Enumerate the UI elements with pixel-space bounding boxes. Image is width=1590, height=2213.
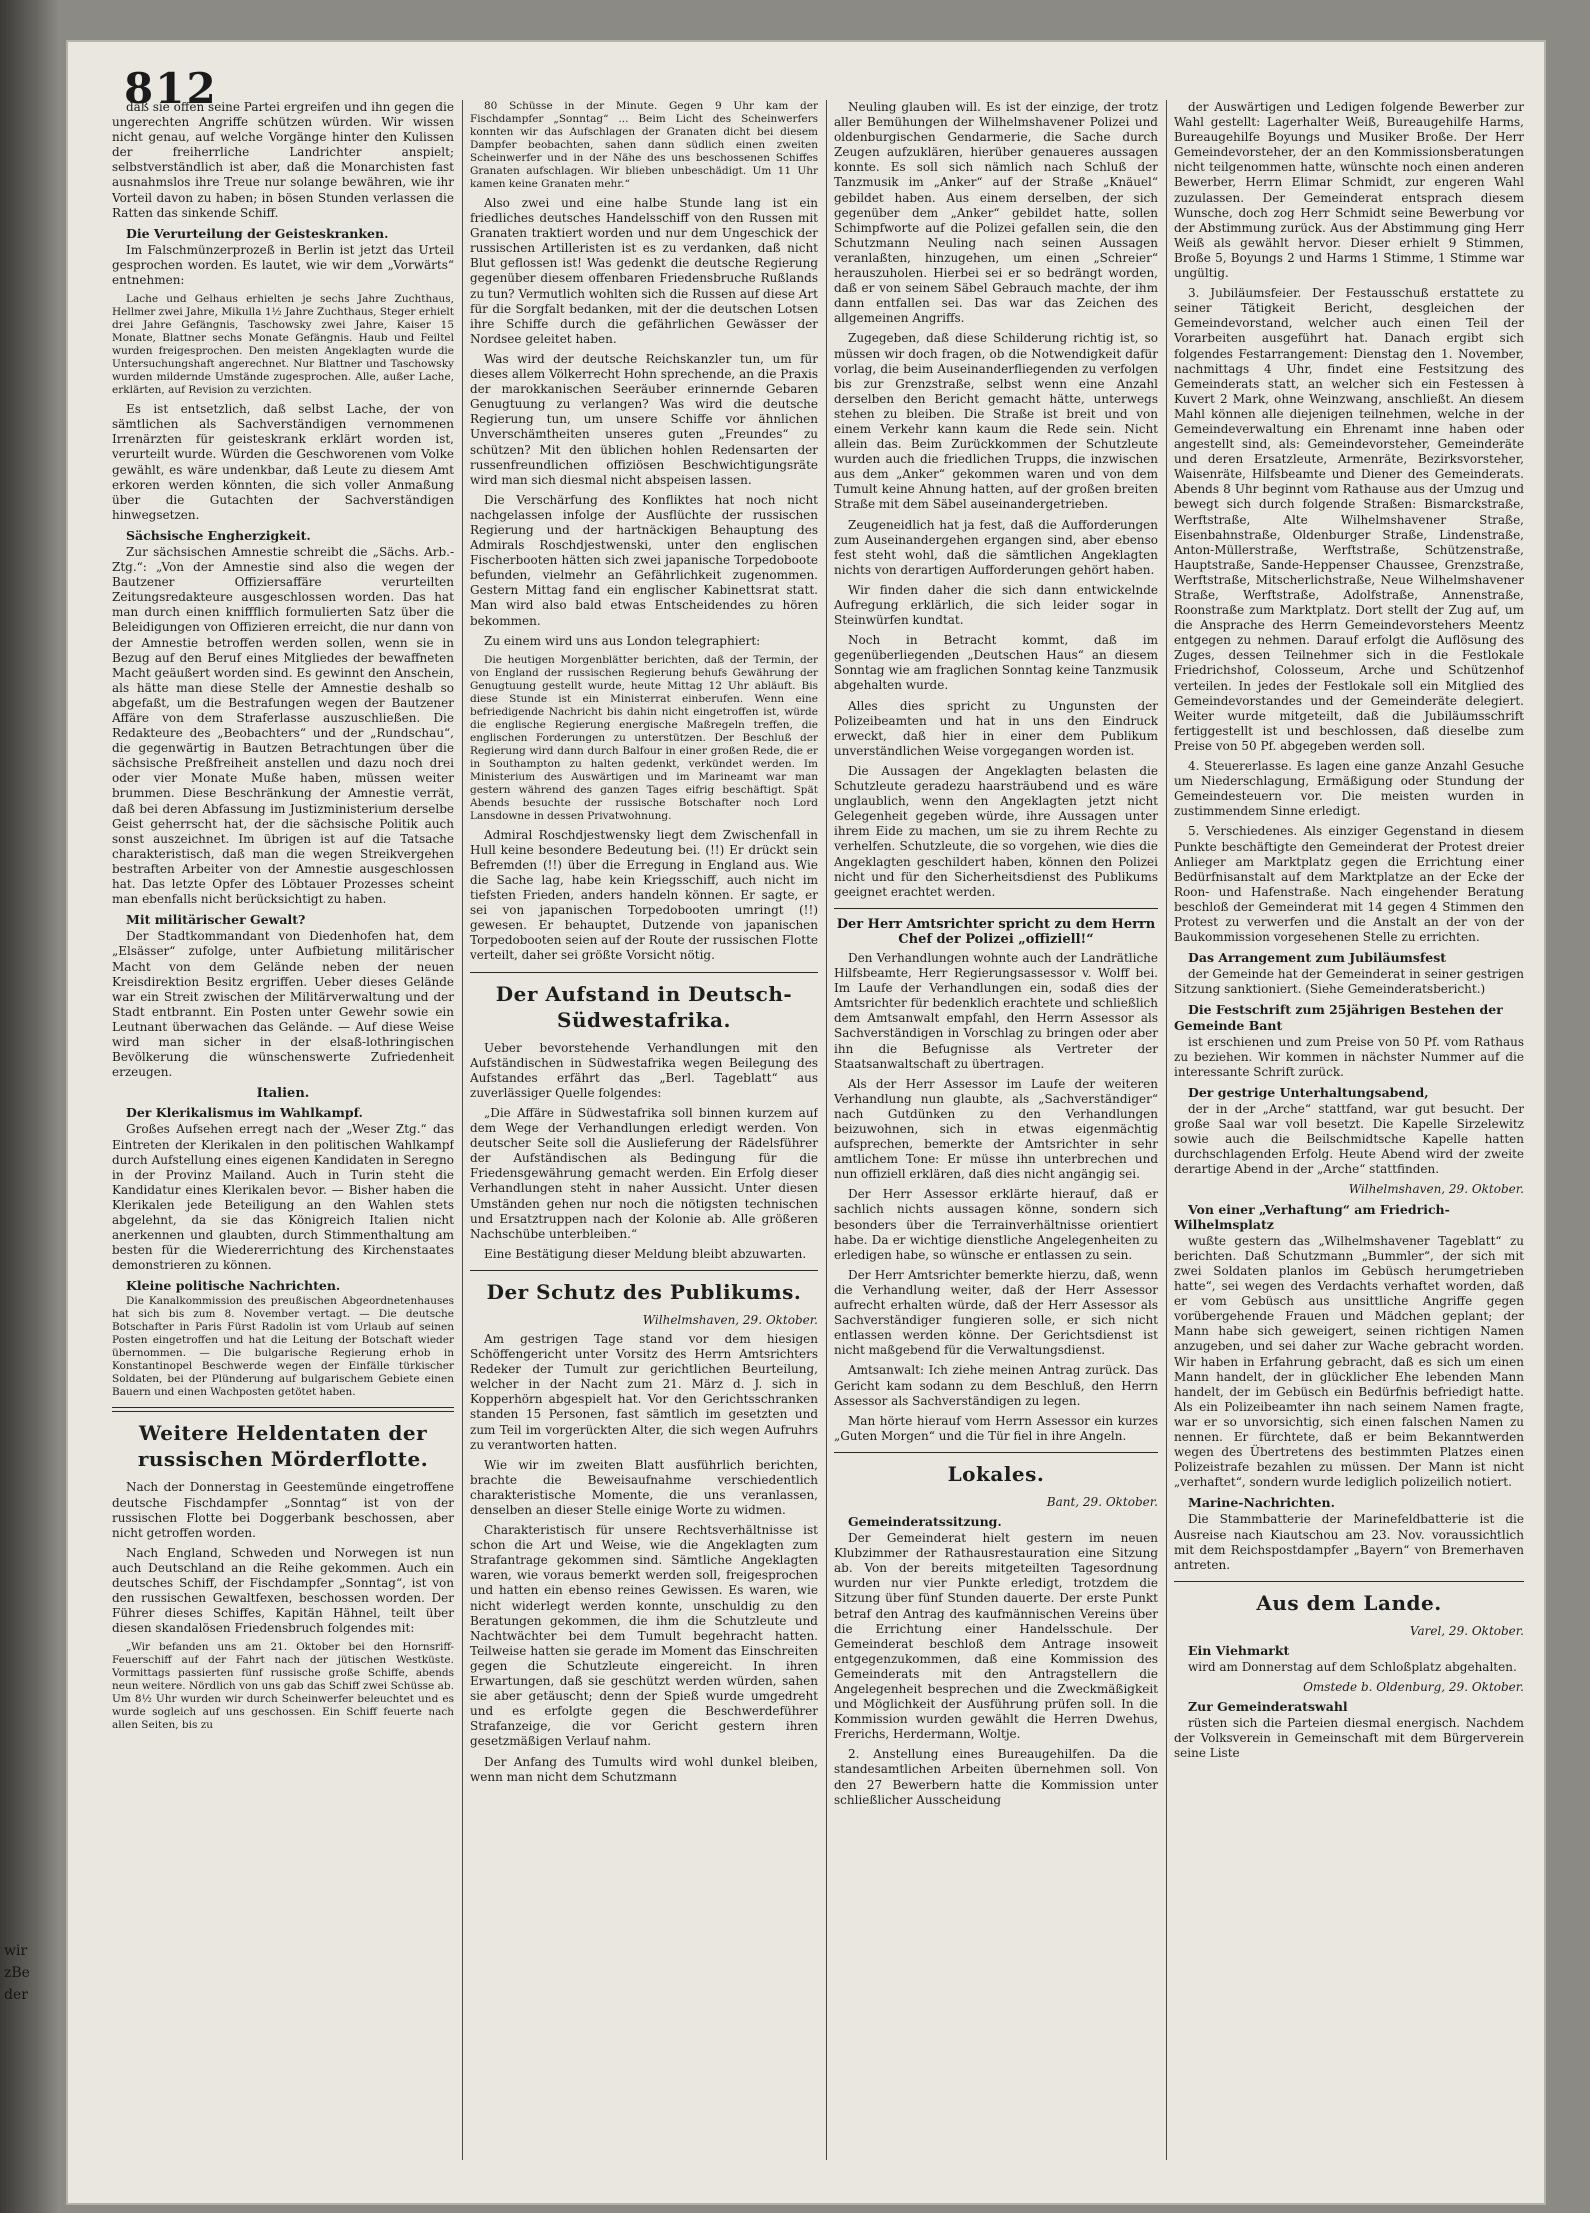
- paragraph: 3. Jubiläumsfeier. Der Festausschuß erstattete zu seiner Tätigkeit Bericht, desgleichen der Gemeindevorstand, welcher auch einen Teil der Vorarbeiten ausgeführt hat. Danach ergibt sich folgendes Festarrangement: Dienstag den 1. November, nachmittags 4 Uhr, findet eine Festsitzung des Gemeinderats statt, an welcher sich ein Festessen à Kuvert 2 Mark, ohne Weinzwang, anschließt. An diesem Mahl können alle diejenigen teilnehmen, welche in der Gemeindeverwaltung ein Ehrenamt inne haben oder angestellt sind, als: Gemeindevorsteher, Gemeinderäte und deren Ersatzleute, Armenräte, Bezirksvorsteher, Waisenräte, Hilfsbeamte und Diener des Gemeinderats. Abends 8 Uhr beginnt vom Rathause aus der Umzug und bewegt sich durch folgende Straßen: Bismarckstraße, Werftstraße, Alte Wilhelmshavener Straße, Eisenbahnstraße, Oldenburger Straße, Lindenstraße, Anton-Müllerstraße, Werftstraße, Schützenstraße, Hauptstraße, Sande-Heppenser Chaussee, Grenzstraße, Werftstraße, Mitscherlichstraße, Neue Wilhelmshavener Straße, Werftstraße, Adolfstraße, Annenstraße, Roonstraße zum Marktplatz. Dort stellt der Zug auf, um die Ansprache des Herrn Gemeindevorstehers Meentz entgegen zu nehmen. Darauf erfolgt die Auflösung des Zuges, dessen Teilnehmer sich in die Festlokale Friedrichshof, Colosseum, Arche und Schützenhof verteilen. In jedes der Festlokale soll ein Mitglied des Gemeindevorstandes und der Gemeinderäte delegiert. Weiter wurde mitgeteilt, daß die Jubiläumsschrift fertiggestellt ist und beschlossen, daß dieselbe zum Preise von 50 Pf. abgegeben werden soll.: [1174, 286, 1524, 753]
- paragraph: Der Herr Assessor erklärte hierauf, daß er sachlich nichts aussagen könne, sondern sich besonders über die Terrainverhältnisse orientiert habe. Da er wichtige dienstliche Angelegenheiten zu erledigen habe, so wünsche er entlassen zu sein.: [834, 1187, 1158, 1262]
- paragraph: Noch in Betracht kommt, daß im gegenüberliegenden „Deutschen Haus“ an diesem Sonntag wie am fraglichen Sonntag keine Tanzmusik abgehalten wurde.: [834, 633, 1158, 693]
- quote-paragraph: „Wir befanden uns am 21. Oktober bei den Hornsriff-Feuerschiff auf der Fahrt nach der jütischen Westküste. Vormittags passierten fünf russische große Schiffe, abends neun weitere. Nördlich von uns gab das Schiff zwei Schüsse ab. Um 8½ Uhr wurden wir durch Scheinwerfer beleuchtet und es wurde sogleich auf uns geschossen. Ein Schiff feuerte nach allen Seiten, bis zu: [112, 1641, 454, 1732]
- headline-engherzigkeit: Sächsische Engherzigkeit.: [126, 527, 311, 543]
- paragraph: Der Stadtkommandant von Diedenhofen hat, dem „Elsässer“ zufolge, unter Aufbietung militärischer Macht von dem Gelände neben der neuen Kreisdirektion Besitz ergriffen. Ueber dieses Gelände war ein Streit zwischen der Militärverwaltung und der Stadt entbrannt. Ein Posten unter Gewehr sowie ein Leutnant überwachen das Gelände. — Auf diese Weise wird man sicher in der elsaß-lothringischen Bevölkerung die wünschenswerte Zufriedenheit erzeugen.: [112, 929, 454, 1080]
- paragraph: daß sie offen seine Partei ergreifen und ihn gegen die ungerechten Angriffe schützen würden. Wir wissen nicht genau, auf welche Vorgänge hinter den Kulissen der freiherrliche Landrichter anspielt; selbstverständlich ist aber, daß die Monarchisten fast ausnahmslos ihre Treue nur solange bewähren, wie ihr Vorteil davon zu haben; in bösen Stunden verlassen die Ratten das sinkende Schiff.: [112, 100, 454, 220]
- headline-gemeinderatssitzung: Gemeinderatssitzung.: [848, 1513, 1002, 1529]
- column-rule: [826, 100, 827, 2160]
- headline-arrangement: Das Arrangement zum Jubiläumsfest: [1188, 950, 1447, 966]
- headline-unterhaltungsabend: Der gestrige Unterhaltungsabend,: [1188, 1084, 1429, 1100]
- paragraph: Zugegeben, daß diese Schilderung richtig ist, so müssen wir doch fragen, ob die Notwendigkeit dafür vorlag, die beim Auseinanderfliegenden zu verfolgen bis zur Grenzstraße, selbst wenn eine Anzahl derselben den Bericht gemacht hätte, unterwegs stehen zu bleiben. Die Straße ist breit und von einem Verkehr kann kaum die Rede sein. Nicht allein das. Beim Zurückkommen der Schutzleute wurden auch die friedlichen Trupps, die inzwischen aus dem „Anker“ gekommen waren und von dem Tumult keine Ahnung hatten, auf der großen breiten Straße mit dem Säbel auseinandergetrieben.: [834, 331, 1158, 512]
- headline-südwestafrika: Der Aufstand in Deutsch-Südwestafrika.: [495, 981, 793, 1032]
- paragraph: Die Verschärfung des Konfliktes hat noch nicht nachgelassen infolge der Ausflüchte der russischen Regierung und der hartnäckigen Behauptung des Admirals Roschdjestwenski, unter den englischen Fischerbooten hätten sich zwei japanische Torpedoboote befunden, vielmehr an Gefährlichkeit zugenommen. Gestern Mittag fand ein englischer Kabinettsrat statt. Man wird also bald etwas Entscheidendes zu hören bekommen.: [470, 492, 818, 628]
- paragraph: rüsten sich die Parteien diesmal energisch. Nachdem der Volksverein in Gemeinschaft mit dem Bürgerverein seine Liste: [1174, 1716, 1524, 1761]
- quote-paragraph: Lache und Gelhaus erhielten je sechs Jahre Zuchthaus, Hellmer zwei Jahre, Mikulla 1½ Jahre Zuchthaus, Steger erhielt drei Jahre Gefängnis, Taschowsky zwei Jahre, Kaiser 15 Monate, Blattner sechs Monate Gefängnis. Haub und Feiltel wurden freigesprochen. Den meisten Angeklagten wurde die Untersuchungshaft angerechnet. Nur Blattner und Taschowsky wurden mildernde Umstände zugesprochen. Alle, außer Lache, erklärten, auf Revision zu verzichten.: [112, 293, 454, 397]
- dateline: Omstede b. Oldenburg, 29. Oktober.: [1303, 1680, 1524, 1695]
- paragraph: Im Falschmünzerprozeß in Berlin ist jetzt das Urteil gesprochen worden. Es lautet, wie wir dem „Vorwärts“ entnehmen:: [112, 242, 454, 288]
- divider: [470, 1270, 818, 1271]
- paragraph: Eine Bestätigung dieser Meldung bleibt abzuwarten.: [484, 1246, 807, 1261]
- column-4: [1174, 100, 1524, 2190]
- headline-schutz-publikums: Der Schutz des Publikums.: [486, 1279, 802, 1304]
- headline-geisteskranken: Die Verurteilung der Geisteskranken.: [126, 225, 389, 241]
- paragraph: Der Anfang des Tumults wird wohl dunkel bleiben, wenn man nicht dem Schutzmann: [470, 1754, 818, 1784]
- paragraph: Wir finden daher die sich dann entwickelnde Aufregung erklärlich, die sich leider sogar in Steinwürfen kundtat.: [834, 582, 1158, 628]
- paragraph: Wie wir im zweiten Blatt ausführlich berichten, brachte die Beweisaufnahme verschiedentlich charakteristische Momente, die uns veranlassen, denselben an dieser Stelle einige Worte zu widmen.: [470, 1457, 818, 1517]
- headline-viehmarkt: Ein Viehmarkt: [1188, 1642, 1290, 1658]
- headline-verhaftung: Von einer „Verhaftung“ am Friedrich-Wilhelmsplatz: [1174, 1201, 1450, 1232]
- paragraph: der in der „Arche“ stattfand, war gut besucht. Der große Saal war voll besetzt. Die Kapelle Sirzelewitz sowie auch die Beilschmidtsche Kapelle hatten durchschlagenden Erfolg. Heute Abend wird der zweite derartige Abend in der „Arche“ stattfinden.: [1174, 1102, 1524, 1177]
- headline-mörderflotte: Weitere Heldentaten der russischen Mörderflotte.: [137, 1421, 429, 1472]
- divider: [112, 1407, 454, 1412]
- headline-kleine-nachrichten: Kleine politische Nachrichten.: [126, 1278, 341, 1294]
- paragraph: Neuling glauben will. Es ist der einzige, der trotz aller Bemühungen der Wilhelmshavener Polizei und oldenburgischen Gendarmerie, die Sache durch Zeugen aufzuklären, hierüber genaueres aussagen konnte. Es soll sich nämlich nach Schluß der Tanzmusik im „Anker“ auf der Straße „Knäuel“ gebildet haben. Aus einem derselben, der sich gegenüber dem „Anker“ gebildet hatte, sollen Schimpfworte auf die Polizei gefallen sein, die den Schutzmann Neuling nach seinen Aussagen veranlaßten, hinzugehen, um einen „Schreier“ herauszuholen. Hierbei sei er so bedrängt worden, daß er von seinem Säbel Gebrauch machte, der ihm dann entfallen sei. Das war das Zeichen des allgemeinen Angriffs.: [834, 100, 1158, 326]
- headline-klerikalismus: Der Klerikalismus im Wahlkampf.: [126, 1105, 363, 1121]
- headline-gewalt: Mit militärischer Gewalt?: [126, 912, 306, 928]
- paragraph: Der Gemeinderat hielt gestern im neuen Klubzimmer der Rathausrestauration eine Sitzung ab. Von der bereits mitgeteilten Tagesordnung wurden nur vier Punkte erledigt, trotzdem die Sitzung über fünf Stunden dauerte. Der erste Punkt betraf den Antrag des kaufmännischen Vereins über die Errichtung einer Handelsschule. Der Gemeinderat beschloß dem Antrage insoweit entgegenzukommen, daß eine Kommission des Gemeinderats mit den Antragstellern die Angelegenheit besprechen und die Zweckmäßigkeit und Möglichkeit der Ausführung prüfen soll. In die Kommission wurden gewählt die Herren Dwehus, Frerichs, Herdermann, Woltje.: [834, 1531, 1158, 1742]
- column-3: [834, 100, 1158, 2190]
- section-italien: Italien.: [256, 1086, 310, 1102]
- paragraph: Man hörte hierauf vom Herrn Assessor ein kurzes „Guten Morgen“ und die Tür fiel in ihre Angeln.: [834, 1413, 1158, 1443]
- paragraph: Am gestrigen Tage stand vor dem hiesigen Schöffengericht unter Vorsitz des Herrn Amtsrichters Redeker der Tumult zur gerichtlichen Beurteilung, welcher in der Nacht zum 21. März d. J. sich in Kopperhörn abgespielt hat. Vor den Gerichtsschranken standen 15 Personen, fast sämtlich im gesetzten und zum Teil im vorgerückten Alter, die sich wegen Aufruhrs zu verantworten hatten.: [470, 1331, 818, 1452]
- paragraph: 5. Verschiedenes. Als einziger Gegenstand in diesem Punkte beschäftigte den Gemeinderat der Protest dreier Anlieger am Marktplatz gegen die Errichtung einer Bedürfnisanstalt auf dem Marktplatze an der Ecke der Roon- und Hafenstraße. Nach eingehender Beratung beschloß der Gemeinderat mit 14 gegen 4 Stimmen den Protest zu verwerfen und die Anstalt an der von der Baukommission vorgesehenen Stelle zu errichten.: [1174, 824, 1524, 945]
- divider: [834, 1452, 1158, 1453]
- paragraph: Die Aussagen der Angeklagten belasten die Schutzleute geradezu haarsträubend und es wäre unglaublich, wenn den Angeklagten jetzt nicht Gelegenheit gegeben würde, ihre Aussagen unter ihrem Eide zu machen, um sie zu ihrem Rechte zu verhelfen. Schutzleute, die so vorgehen, wie dies die Angeklagten geschildert haben, können den Polizei nicht und für den Sicherheitsdienst des Publikums geeignet erachtet werden.: [834, 763, 1158, 899]
- dateline: Wilhelmshaven, 29. Oktober.: [1348, 1182, 1524, 1197]
- paragraph: Zeugeneidlich hat ja fest, daß die Aufforderungen zum Auseinandergehen ergangen sind, aber ebenso fest steht wohl, daß die sämtlichen Angeklagten nichts von derartigen Aufforderungen gehört haben.: [834, 517, 1158, 577]
- dateline: Wilhelmshaven, 29. Oktober.: [642, 1312, 818, 1327]
- paragraph: der Gemeinde hat der Gemeinderat in seiner gestrigen Sitzung sanktioniert. (Siehe Gemeinderatsbericht.): [1174, 967, 1524, 997]
- paragraph: Als der Herr Assessor im Laufe der weiteren Verhandlung nun glaubte, als „Sachverständiger“ nach Gutdünken zu den Verhandlungen beizuwohnen, sich in etwas eigenmächtig aufsprechen, bemerkte der Amtsrichter in sehr amtlichem Tone: Er müsse ihn unterbrechen und nun offiziell erklären, daß dies nicht angängig sei.: [834, 1076, 1158, 1182]
- column-2: [470, 100, 818, 2190]
- paragraph: Es ist entsetzlich, daß selbst Lache, der von sämtlichen als Sachverständigen vernommenen Irrenärzten für geisteskrank erklärt worden ist, verurteilt wurde. Würden die Geschworenen vom Volke gewählt, es wäre undenkbar, daß Leute zu diesem Amt erkoren werden könnten, die sich voller Anmaßung über die Gutachten der Sachverständigen hinwegsetzen.: [112, 402, 454, 522]
- headline-amtsrichter: Der Herr Amtsrichter spricht zu dem Herrn Chef der Polizei „offiziell!“: [836, 916, 1156, 947]
- quote-paragraph: 80 Schüsse in der Minute. Gegen 9 Uhr kam der Fischdampfer „Sonntag“ ... Beim Licht des Scheinwerfers konnten wir das Aufschlagen der Granaten dicht bei diesem Dampfer beobachten, sahen dann südlich einen zweiten Scheinwerfer und in der Nähe des uns beschossenen Schiffes Granaten aufschlagen. Wir blieben unbeschädigt. Um 11 Uhr kamen keine Granaten mehr.“: [470, 100, 818, 190]
- dateline: Bant, 29. Oktober.: [1046, 1494, 1158, 1509]
- paragraph: Nach England, Schweden und Norwegen ist nun auch Deutschland an die Reihe gekommen. Auch ein deutsches Schiff, der Fischdampfer „Sonntag“, ist von den russischen Gewaltfexen, beschossen worden. Der Führer dieses Schiffes, Kapitän Hähnel, teilt über diesen skandalösen Friedensbruch folgendes mit:: [112, 1545, 454, 1636]
- headline-aus-dem-lande: Aus dem Lande.: [1256, 1590, 1442, 1615]
- paragraph: Also zwei und eine halbe Stunde lang ist ein friedliches deutsches Handelsschiff von den Russen mit Granaten traktiert worden und nur dem Ungeschick der russischen Artilleristen ist es zu verdanken, daß nicht Blut geflossen ist! Was gedenkt die deutsche Regierung gegenüber diesem offenbaren Friedensbruche Rußlands zu tun? Vermutlich wohlten sich die Russen auf diese Art für die Sorgfalt bedanken, mit der die deutschen Lotsen ihre Schiffe durch die gefährlichen Gewässer der Nordsee geleitet haben.: [470, 196, 818, 346]
- headline-marine: Marine-Nachrichten.: [1188, 1495, 1335, 1511]
- headline-gemeinderatswahl: Zur Gemeinderatswahl: [1188, 1699, 1348, 1715]
- paragraph: Der Herr Amtsrichter bemerkte hierzu, daß, wenn die Verhandlung weiter, daß der Herr Assessor aufrecht erhalten würde, daß der Herr Assessor als Sachverständiger fungieren solle, er sich nicht entlassen werden könne. Der Gerichtsdienst ist nicht maßgebend für die Verwaltungsdienst.: [834, 1267, 1158, 1358]
- paragraph: Den Verhandlungen wohnte auch der Landrätliche Hilfsbeamte, Herr Regierungsassessor v. Wolff bei. Im Laufe der Verhandlungen ein, sodaß dies der Amtsrichter für bedenklich erachtete und schließlich dem Amtsanwalt empfahl, den Herrn Assessor als Sachverständigen in Vorschlag zu bringen oder aber ihn die Befugnisse als Vertreter der Staatsanwaltschaft zu übertragen.: [834, 950, 1158, 1071]
- paragraph: wird am Donnerstag auf dem Schloßplatz abgehalten.: [1188, 1660, 1517, 1674]
- paragraph: Charakteristisch für unsere Rechtsverhältnisse ist schon die Art und Weise, wie die Angeklagten zum Strafantrage gekommen sind. Sämtliche Angeklagten waren, wie voraus bemerkt werden soll, freigesprochen und hatten ein ebenso reines Gewissen. Es waren, wie nicht widerlegt werden konnte, unschuldig zu den Beratungen gekommen, die ihm die Schutzleute und Nachtwächter bei dem Tumult begehracht hatten. Teilweise hatten sie gerade im Moment das Einschreiten gegen die Schutzleute eingereicht. In ihren Erwartungen, daß sie geschützt werden würden, sahen sie aber getäuscht; denn der Spieß wurde umgedreht und es erfolgte gegen die Beschwerdeführer Strafanzeige, die vor Gericht gestern ihren gesetzmäßigen Verlauf nahm.: [470, 1523, 818, 1749]
- paragraph: Großes Aufsehen erregt nach der „Weser Ztg.“ das Eintreten der Klerikalen in den politischen Wahlkampf durch Aufstellung eines eigenen Kandidaten in Seregno in der Provinz Mailand. Auch in Turin steht die Kandidatur eines Klerikalen bevor. — Bisher haben die Klerikalen jede Beteiligung an den Wahlen stets abgelehnt, da sie das Königreich Italien nicht anerkennen und glaubten, durch Stimmenthaltung am besten für die Wiedererrichtung des Kirchenstaates demonstrieren zu können.: [112, 1122, 454, 1273]
- divider: [834, 908, 1158, 909]
- paragraph: Ueber bevorstehende Verhandlungen mit den Aufständischen in Südwestafrika wegen Beilegung des Aufstandes erfährt das „Berl. Tageblatt“ aus zuverlässiger Quelle folgendes:: [470, 1040, 818, 1100]
- divider: [470, 972, 818, 973]
- paragraph: wußte gestern das „Wilhelmshavener Tageblatt“ zu berichten. Daß Schutzmann „Bummler“, der sich mit zwei Soldaten planlos im Gebüsch herumgetrieben hatte“, sei wegen des Verdachts verhaftet worden, daß er vom Gebüsch aus unsittliche Angriffe gegen vorübergehende Frauen und Mädchen geplant; der Mann habe sich geweigert, seinen richtigen Namen anzugeben, und sei daher zur Wache gebracht worden. Wir haben in Erfahrung gebracht, daß es sich um einen Mann handelt, der in glücklicher Ehe lebenden Mann handelt, der im Gebüsch ein Bedürfnis befriedigt hatte. Als ein Polizeibeamter ihn nach seinem Namen fragte, war er so unvorsichtig, sich einen falschen Namen zu nennen. Er fürchtete, daß er beim Bekanntwerden wegen des Übertretens des bestimmten Platzes einen Polizeistrafe bezahlen zu müssen. Der Mann ist nicht „verhaftet“, sondern wurde lediglich polizeilich notiert.: [1174, 1233, 1524, 1490]
- paragraph: Admiral Roschdjestwensky liegt dem Zwischenfall in Hull keine besondere Bedeutung bei. (!!) Er drückt sein Befremden (!!) über die Erregung in England aus. Wie die Sache lag, habe kein Kriegsschiff, auch nicht im tiefsten Frieden, anders handeln können. Er sagte, er sei von japanischen Torpedobooten umringt (!!) gewesen. Er behauptet, Dutzende von japanischen Torpedobooten seien auf der Route der russischen Flotte verteilt, daher sei größte Vorsicht nötig.: [470, 827, 818, 963]
- divider: [1174, 1581, 1524, 1582]
- headline-lokales: Lokales.: [947, 1461, 1045, 1486]
- paragraph: 2. Anstellung eines Bureaugehilfen. Da die standesamtlichen Arbeiten übernehmen soll. Von den 27 Bewerbern hatte die Kommission unter schließlicher Ausscheidung: [834, 1747, 1158, 1807]
- paragraph: Was wird der deutsche Reichskanzler tun, um für dieses allem Völkerrecht Hohn sprechende, an die Praxis der marokkanischen Seeräuber erinnernde Gebaren Genugtuung zu verlangen? Was wird die deutsche Regierung tun, um unsere Schiffe vor ähnlichen Unverschämtheiten unseres guten „Freundes“ zu schützen? Mit den üblichen hohlen Redensarten der russenfreundlichen offiziösen Beschwichtigungsräte wird man sich diesmal nicht abspeisen lassen.: [470, 351, 818, 487]
- paragraph: Zur sächsischen Amnestie schreibt die „Sächs. Arb.-Ztg.“: „Von der Amnestie sind also die wegen der Bautzener Offiziersaffäre verurteilten Zeitungsredakteure ausgeschlossen worden. Das hat man durch einen kniffflich formulierten Satz über die Beleidigungen von Offizieren erreicht, die nur dann von der Amnestie betroffen werden sollen, wenn sie in Bezug auf den Beruf eines Mitgliedes der bewaffneten Macht geäußert worden sind. Es gewinnt den Anschein, als hätte man diese Stelle der Amnestie deshalb so abgefaßt, um die Bestrafungen wegen der Bautzener Affäre von dem Straferlasse auszuschließen. Die Redakteure des „Beobachters“ und der „Rundschau“, die gegenwärtig in Bautzen Betrachtungen über die sächsische Preßfreiheit anstellen und dazu noch drei oder vier Monate Muße haben, müssen weiter brummen. Diese Beschränkung der Amnestie verrät, daß bei deren Abfassung im Justizministerium derselbe Geist geherrscht hat, der die sächsische Politik auch sonst auszeichnet. Im übrigen ist auf die Tatsache charakteristisch, daß man die wegen Streikvergehen bestraften Arbeiter von der Amnestie ausgeschlossen hat. Das letzte Opfer des Löbtauer Prozesses scheint man ebenfalls nicht berücksichtigt zu haben.: [112, 544, 454, 907]
- paragraph: Zu einem wird uns aus London telegraphiert:: [484, 633, 761, 648]
- column-1: [112, 100, 454, 2190]
- binding-margin-text: wir zBe der: [4, 1943, 30, 2003]
- book-binding: [0, 0, 58, 2213]
- dateline: Varel, 29. Oktober.: [1409, 1623, 1524, 1638]
- column-rule: [462, 100, 463, 2160]
- paragraph: Die Stammbatterie der Marinefeldbatterie ist die Ausreise nach Kiautschou am 23. Nov. voraussichtlich mit dem Reichspostdampfer „Bayern“ von Bremerhaven antreten.: [1174, 1512, 1524, 1572]
- paragraph: „Die Affäre in Südwestafrika soll binnen kurzem auf dem Wege der Verhandlungen erledigt werden. Von deutscher Seite soll die Auslieferung der Rädelsführer der Aufständischen als Bedingung für die Friedensgewährung gemacht werden. Ein Erfolg dieser Verhandlungen steht in naher Aussicht. Unter diesen Umständen gehen nur noch die nötigsten technischen und Ersatztruppen nach der Kolonie ab. Alle größeren Nachschübe unterbleiben.“: [470, 1105, 818, 1241]
- paragraph: ist erschienen und zum Preise von 50 Pf. vom Rathaus zu beziehen. Wir kommen in nächster Nummer auf die interessante Schrift zurück.: [1174, 1034, 1524, 1079]
- paragraph: Nach der Donnerstag in Geestemünde eingetroffene deutsche Fischdampfer „Sonntag“ ist von der russischen Flotte bei Doggerbank beschossen, aber nicht getroffen worden.: [112, 1480, 454, 1540]
- paragraph: der Auswärtigen und Ledigen folgende Bewerber zur Wahl gestellt: Lagerhalter Weiß, Bureaugehilfe Harms, Bureaugehilfe Boyungs und Musiker Broße. Der Herr Gemeindevorsteher, der an den Kommissionsberatungen nicht teilgenommen hatte, wünschte noch einen anderen Bewerber, Herrn Elimar Schmidt, zur engeren Wahl zuzulassen. Der Gemeinderat entsprach diesem Wunsche, doch zog Herr Schmidt seine Bewerbung vor der Abstimmung zurück. Aus der Abstimmung ging Herr Weiß als gewählt hervor. Dieser erhielt 9 Stimmen, Broße 5, Boyungs 2 und Harms 1 Stimme, 1 Stimme war ungültig.: [1174, 100, 1524, 281]
- column-rule: [1166, 100, 1167, 2160]
- paragraph: Die Kanalkommission des preußischen Abgeordnetenhauses hat sich bis zum 8. November vertagt. — Die deutsche Botschafter in Paris Fürst Radolin ist vom Urlaub auf seinen Posten eingetroffen und hat die Leitung der Botschaft wieder übernommen. — Die bulgarische Regierung erhob in Konstantinopel Beschwerde wegen der Einfälle türkischer Soldaten, bei der Plünderung auf bulgarischem Gebiete einen Bauern und einen Wachposten getötet haben.: [112, 1295, 454, 1399]
- paragraph: 4. Steuererlasse. Es lagen eine ganze Anzahl Gesuche um Niederschlagung, Ermäßigung oder Stundung der Gemeindesteuern vor. Die meisten wurden in zustimmendem Sinne erledigt.: [1174, 759, 1524, 819]
- paragraph: Alles dies spricht zu Ungunsten der Polizeibeamten und hat in uns den Eindruck erweckt, daß hier in einer dem Publikum unverständlichen Weise vorgegangen worden ist.: [834, 698, 1158, 758]
- page-number: 812: [124, 64, 218, 113]
- headline-festschrift: Die Festschrift zum 25jährigen Bestehen der Gemeinde Bant: [1174, 1002, 1503, 1033]
- paragraph: Amtsanwalt: Ich ziehe meinen Antrag zurück. Das Gericht kam sodann zu dem Beschluß, den Herrn Assessor als Sachverständigen zu legen.: [834, 1363, 1158, 1408]
- quote-paragraph: Die heutigen Morgenblätter berichten, daß der Termin, der von England der russischen Regierung behufs Gewährung der Genugtuung gestellt wurde, heute Mittag 12 Uhr abläuft. Bis diese Stunde ist ein Ministerrat einberufen. Wenn eine befriedigende Nachricht bis dahin nicht eingetroffen ist, würde die englische Regierung energische Maßregeln treffen, die englischen Forderungen zu unterstützen. Der Beschluß der Regierung wird dann durch Balfour in einer großen Rede, die er in Southampton zu halten gedenkt, verkündet werden. Im Ministerium des Auswärtigen und im Marineamt war man gestern während des ganzen Tages eifrig beschäftigt. Spät Abends besuchte der russische Botschafter noch Lord Lansdowne in dessen Privatwohnung.: [470, 653, 818, 822]
